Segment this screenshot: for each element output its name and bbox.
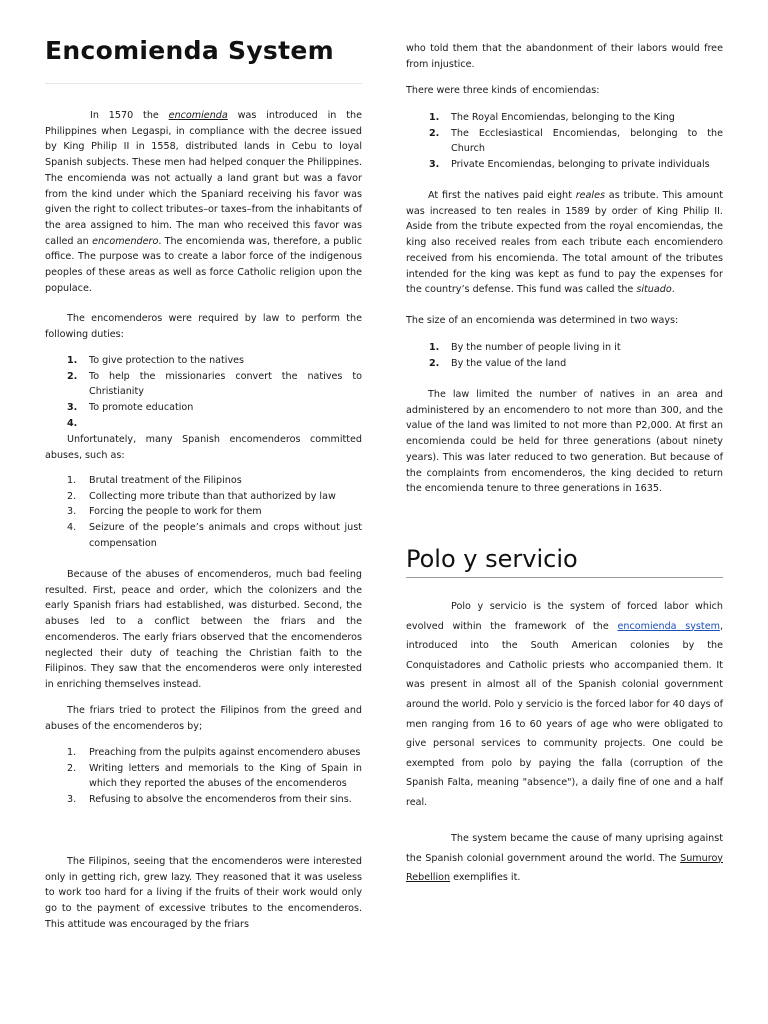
filipinos-paragraph: The Filipinos, seeing that the encomenderos were interested only in getting rich, grew lazy. They reasoned that it was useless to work too hard for a living if the fruits of their work would only go to the payment of excessive tributes to the encomenderos. This attitude was encouraged by the friars xyxy=(45,856,362,930)
encomendero-term: encomendero xyxy=(92,235,159,247)
list-item: 1. By the number of people living in it xyxy=(429,342,621,353)
list-item: 2. By the value of the land xyxy=(429,357,567,369)
intro-paragraph xyxy=(45,108,362,296)
list-item: 2. Writing letters and memorials to the King of Spain in which they reported the abuses of the encomenderos xyxy=(67,762,362,790)
duties-list xyxy=(67,353,362,432)
continued-paragraph: who told them that the abandonment of their labors would free from injustice. xyxy=(406,43,723,70)
title-divider xyxy=(45,83,362,84)
list-item: 3. Private Encomiendas, belonging to private individuals xyxy=(429,159,710,171)
encomienda-term: encomienda xyxy=(168,110,228,121)
situado-term: situado xyxy=(636,284,672,296)
page-title: Encomienda System xyxy=(45,36,334,65)
intro-text-mid: was introduced in the Philippines when Legaspi, in compliance with the decree issued by King Philip II in 1558, distributed lands in Cebu to loyal Spanish subjects. These men had helped conquer the Philippines. The encomienda was not actually a land grant but was a favor from the kind under which the Spaniard receiving his favor was given the right to collect tributes–or taxes–from the inhabitants of the area assigned to him. The man who received this favor was called an xyxy=(45,110,362,247)
law-paragraph: The law limited the number of natives in an area and administered by an encomendero to not more than 300, and the value of the land was limited to not more than P2,000. At first an encomienda could be held for three generations (about ninety years). This was later reduced to two generation. But because of the complaints from encomenderos, the king decided to return the encomienda tenure to three generations in 1635. xyxy=(406,389,723,495)
abuses-intro: Unfortunately, many Spanish encomenderos committed abuses, such as: xyxy=(45,434,362,461)
uprising-paragraph: The system became the cause of many uprising against the Spanish colonial government around the world. The Sumuroy Rebellion exemplifies it. xyxy=(406,833,723,884)
polo-paragraph: Polo y servicio is the system of forced labor which evolved within the framework of the encomienda system, introduced into the South American colonies by the Conquistadores and Catholic priests who accompanied them. It was present in almost all of the Spanish colonial government around the world. Polo y servicio is the forced labor for 40 days of men ranging from 16 to 60 years of age who were obligated to give personal services to community projects. One could be exempted from polo by paying the falla (corruption of the Spanish Falta, meaning "absence"), a daily fine of one and a half real. xyxy=(406,601,723,808)
kinds-list xyxy=(429,110,723,173)
polo-section-title: Polo y servicio xyxy=(406,545,578,573)
size-list xyxy=(429,340,723,371)
list-item: 1. To give protection to the natives xyxy=(67,355,245,366)
list-item: 3. Refusing to absolve the encomenderos from their sins. xyxy=(67,794,352,806)
list-item: 4. xyxy=(67,417,78,429)
duties-intro: The encomenderos were required by law to perform the following duties: xyxy=(45,313,362,340)
list-item: 1. The Royal Encomiendas, belonging to the King xyxy=(429,112,675,123)
tribute-paragraph: At first the natives paid eight reales as tribute. This amount was increased to ten reales in 1589 by order of King Philip II. Aside from the tribute expected from the royal encomiendas, the king also received reales from each tribute each encomiendero received from his encomienda. The total amount of the tributes intended for the king was kept as fund to pay the expenses for the country’s defense. This fund was called the situado. xyxy=(406,190,723,296)
list-item: 1. Preaching from the pulpits against encomendero abuses xyxy=(67,747,361,758)
list-item: 2. The Ecclesiastical Encomiendas, belonging to the Church xyxy=(429,127,723,155)
size-intro: The size of an encomienda was determined in two ways: xyxy=(406,315,679,326)
list-item: 2. Collecting more tribute than that authorized by law xyxy=(67,490,336,502)
list-item: 1. Brutal treatment of the Filipinos xyxy=(67,475,242,486)
friars-intro: The friars tried to protect the Filipinos from the greed and abuses of the encomenderos by; xyxy=(45,705,362,732)
intro-text: In 1570 the xyxy=(90,110,169,121)
sumuroy-rebellion-link[interactable]: Sumuroy Rebellion xyxy=(406,852,723,884)
intro-text-end: . The encomienda was, therefore, a public office. The purpose was to create a labor force of the indigenous peoples of these areas as well as force Catholic religion upon the populace. xyxy=(45,235,362,294)
kinds-intro: There were three kinds of encomiendas: xyxy=(406,85,600,96)
encomienda-system-link[interactable]: encomienda system xyxy=(617,620,720,632)
friars-list xyxy=(67,745,362,808)
polo-divider xyxy=(406,577,723,578)
list-item: 4. Seizure of the people’s animals and crops without just compensation xyxy=(67,522,362,549)
list-item: 2. To help the missionaries convert the natives to Christianity xyxy=(67,370,362,398)
list-item: 3. To promote education xyxy=(67,402,194,414)
abuses-list xyxy=(67,473,362,552)
abuses-consequence-paragraph: Because of the abuses of encomenderos, much bad feeling resulted. First, peace and order, which the colonizers and the early Spanish friars had established, was disturbed. Second, the abuses led to a conflict between the friars and the encomenderos. The early friars observed that the encomenderos neglected their duty of teaching the Christian faith to the Filipinos. They saw that the encomenderos were only interested in enriching themselves instead. xyxy=(45,569,362,690)
list-item: 3. Forcing the people to work for them xyxy=(67,506,262,518)
reales-term: reales xyxy=(575,190,605,201)
